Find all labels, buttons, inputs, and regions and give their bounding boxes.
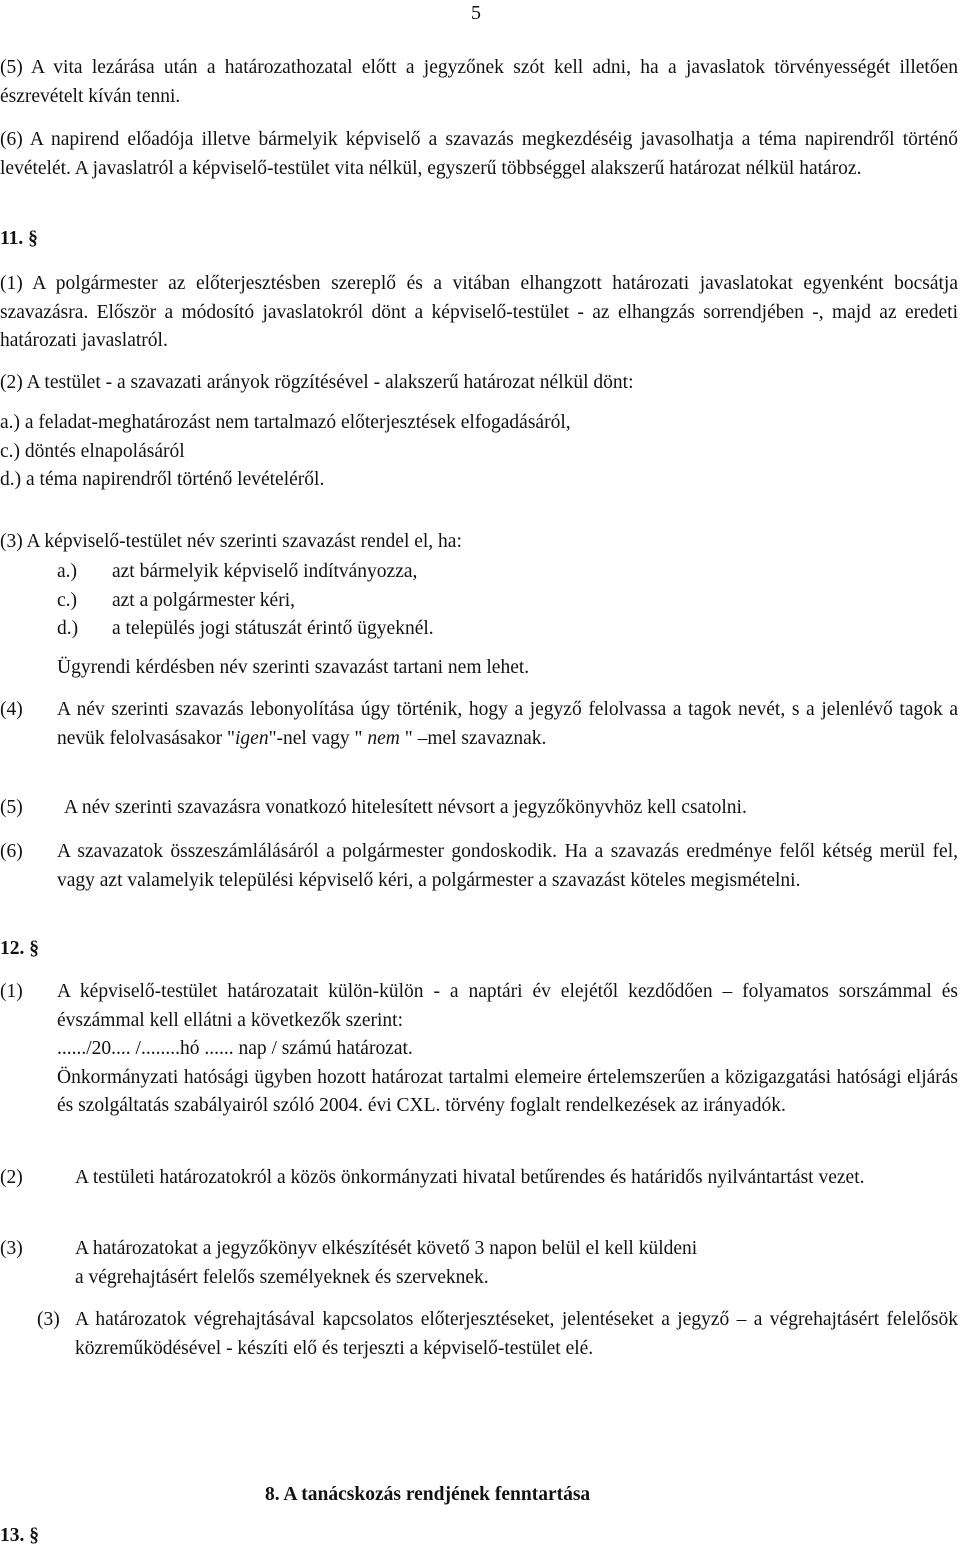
paragraph-label: (3)	[0, 1238, 23, 1259]
paragraph-text: A szavazatok összeszámlálásáról a polgármester gondoskodik. Ha a szavazás eredménye felől kétség merül fel, vagy azt valamelyik települési képviselő kéri, a polgármester a szavazást köteles megismételni.	[57, 841, 958, 891]
art11-paragraph-1: (1) A polgármester az előterjesztésben szereplő és a vitában elhangzott határozati javaslatokat egyenként bocsátja szavazásra. Először a módosító javaslatokról dönt a képviselő-testület - az elhangzás sorrendjében -, majd az eredeti határozati javaslatról.	[0, 273, 958, 352]
page-number: 5	[471, 2, 481, 24]
paragraph-text: A testületi határozatokról a közös önkormányzati hivatal betűrendes és határidős nyilvántartást vezet.	[75, 1167, 865, 1188]
paragraph-body	[75, 1235, 958, 1292]
art11-paragraph-3: (3) A képviselő-testület név szerinti szavazást rendel el, ha:	[0, 531, 462, 552]
art13-heading: 13. §	[0, 1525, 39, 1546]
art11-paragraph-6	[0, 838, 958, 895]
chapter-title: 8. A tanácskozás rendjének fenntartása	[265, 1484, 591, 1505]
list-item-text: a település jogi státuszát érintő ügyeknél.	[112, 618, 434, 640]
paragraph-text: A név szerinti szavazás lebonyolítása úgy történik, hogy a jegyző felolvassa a tagok nevét, s a jelenlévő tagok a nevük felolvasásakor "igen"-nel vagy " nem " –mel szavaznak.	[57, 699, 958, 749]
art11-heading: 11. §	[0, 228, 38, 249]
paragraph-label: (1)	[0, 981, 23, 1002]
paragraph-text: A határozatok végrehajtásával kapcsolatos előterjesztéseket, jelentéseket a jegyző – a végrehajtásért felelősök közreműködésével - készíti elő és terjeszti a képviselő-testület elé.	[75, 1309, 958, 1359]
paragraph-label: (6)	[0, 841, 23, 862]
paragraph-text: A képviselő-testület határozatait külön-külön - a naptári év elejétől kezdődően – folyamatos sorszámmal és évszámmal kell ellátni a következők szerint:	[57, 981, 958, 1031]
paragraph-label: (4)	[0, 699, 23, 720]
art11-paragraph-2: (2) A testület - a szavazati arányok rögzítésével - alakszerű határozat nélkül dönt:	[0, 372, 634, 393]
art10-paragraph-5: (5) A vita lezárása után a határozathozatal előtt a jegyzőnek szót kell adni, ha a javaslatok törvényességét illetően észrevételt kíván tenni.	[0, 57, 958, 107]
art12-paragraph-3b	[37, 1306, 958, 1363]
art12-heading: 12. §	[0, 938, 39, 959]
list-item-label: d.)	[57, 618, 79, 640]
art12-paragraph-1	[0, 978, 958, 1121]
art10-paragraph-6: (6) A napirend előadója illetve bármelyik képviselő a szavazás megkezdéséig javasolhatja a téma napirendről történő levételét. A javaslatról a képviselő-testület vita nélkül, egyszerű többséggel alakszerű határozat nélkül határoz.	[0, 129, 958, 179]
paragraph-label: (3)	[37, 1309, 60, 1330]
art11-paragraph-3-note: Ügyrendi kérdésben név szerinti szavazást tartani nem lehet.	[57, 657, 530, 678]
art11-paragraph-5	[0, 794, 958, 823]
list-item	[57, 558, 434, 587]
paragraph-body	[57, 978, 958, 1121]
resolution-number-format: ....../20.... /........hó ...... nap / számú határozat.	[57, 1038, 413, 1060]
art11-paragraph-3-list	[57, 558, 434, 644]
list-item: c.) döntés elnapolásáról	[0, 440, 185, 462]
list-item-label: a.)	[57, 561, 78, 582]
art12-paragraph-3	[0, 1235, 958, 1292]
paragraph-label: (5)	[0, 797, 23, 818]
list-item	[57, 615, 434, 644]
list-item-text: azt bármelyik képviselő indítványozza,	[112, 561, 418, 582]
list-item: a.) a feladat-meghatározást nem tartalmazó előterjesztések elfogadásáról,	[0, 412, 571, 433]
paragraph-text: A név szerinti szavazásra vonatkozó hitelesített névsort a jegyzőkönyvhöz kell csatolni.	[64, 797, 747, 818]
list-item-label: c.)	[57, 589, 78, 611]
paragraph-text-line: A határozatokat a jegyzőkönyv elkészítését követő 3 napon belül el kell küldeni	[75, 1238, 698, 1259]
list-item	[57, 587, 434, 616]
paragraph-text-extra: Önkormányzati hatósági ügyben hozott határozat tartalmi elemeire értelemszerűen a közigazgatási hatósági eljárás és szolgáltatás szabályairól szóló 2004. évi CXL. törvény foglalt rendelkezések az irányadók.	[57, 1066, 958, 1117]
art11-paragraph-4	[0, 696, 958, 753]
art12-paragraph-2	[0, 1164, 958, 1193]
paragraph-label: (2)	[0, 1167, 23, 1188]
list-item: d.) a téma napirendről történő levételéről.	[0, 469, 325, 491]
list-item-text: azt a polgármester kéri,	[112, 589, 295, 611]
paragraph-text-line: a végrehajtásért felelős személyeknek és szerveknek.	[75, 1266, 489, 1288]
art11-paragraph-2-list	[0, 409, 571, 495]
